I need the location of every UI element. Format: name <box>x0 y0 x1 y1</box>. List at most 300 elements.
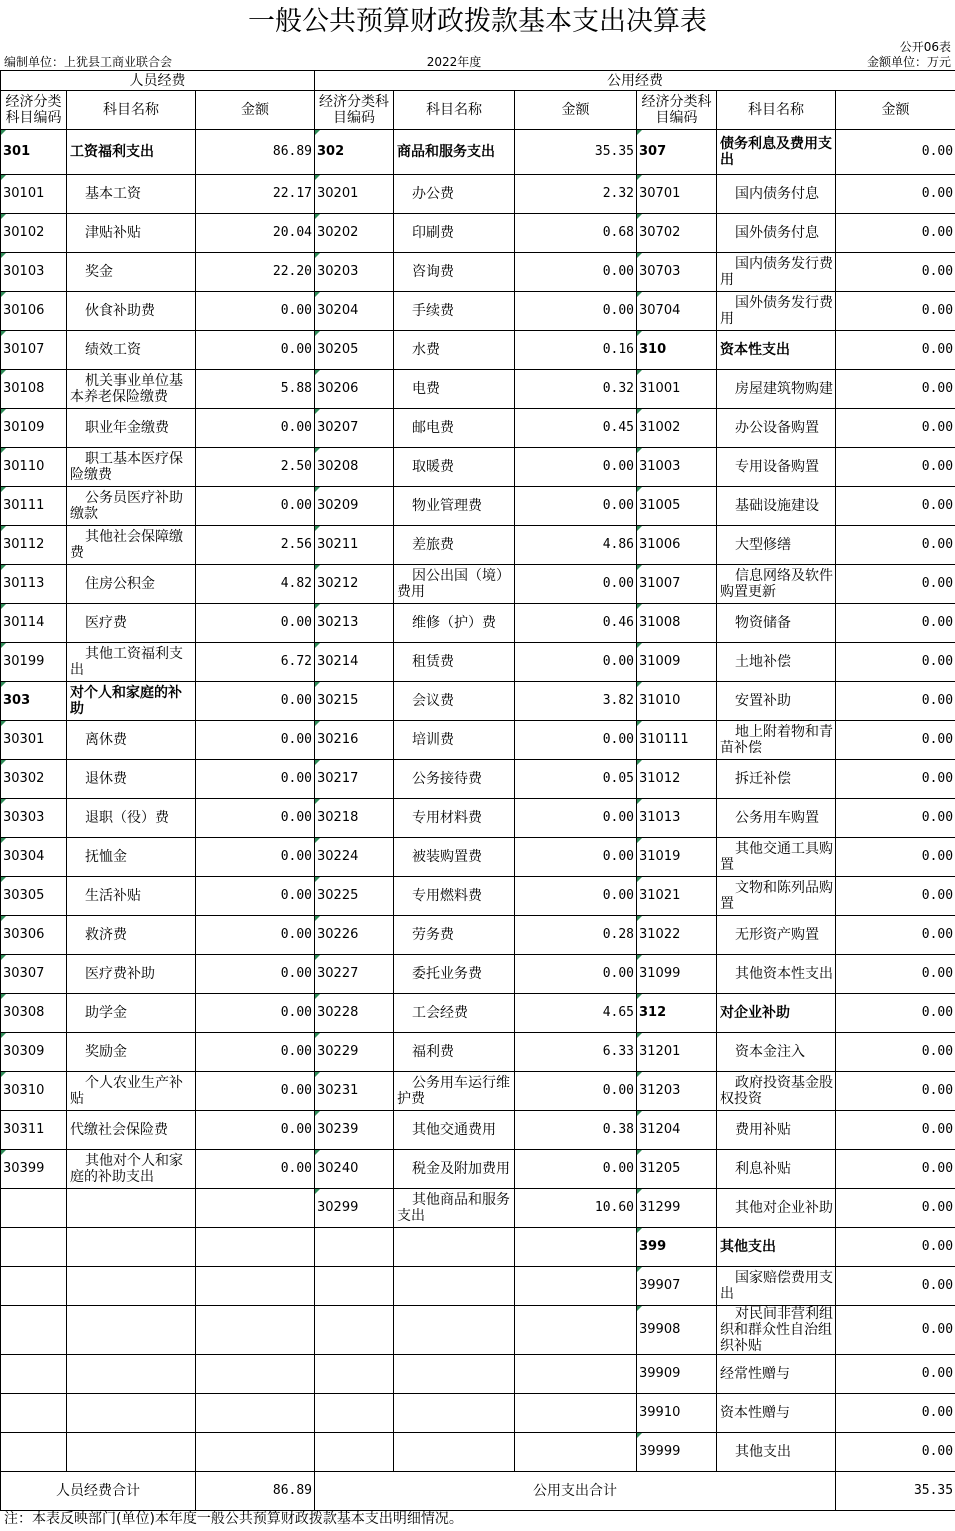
cell-code: 30109 <box>1 409 67 448</box>
cell-code: 30101 <box>1 175 67 214</box>
personnel-total-label: 人员经费合计 <box>1 1472 196 1511</box>
cell-code: 30214 <box>315 643 394 682</box>
cell-amount: 0.00 <box>515 292 637 331</box>
cell-code: 31299 <box>637 1189 717 1228</box>
cell-name-text: 国内债务发行费用 <box>720 256 834 288</box>
table-row <box>1 1111 955 1150</box>
cell-name <box>394 448 515 487</box>
cell-amount: 0.00 <box>836 331 955 370</box>
cell-code: 31203 <box>637 1072 717 1111</box>
cell-code: 30215 <box>315 682 394 721</box>
cell-amount: 0.00 <box>836 1433 955 1472</box>
report-title: 一般公共预算财政拨款基本支出决算表 <box>248 6 707 37</box>
cell-code: 31006 <box>637 526 717 565</box>
cell-amount: 0.00 <box>836 526 955 565</box>
cell-code: 30208 <box>315 448 394 487</box>
cell-amount: 35.35 <box>515 130 637 175</box>
cell-name <box>67 487 196 526</box>
cell-code: 30240 <box>315 1150 394 1189</box>
cell-name <box>394 370 515 409</box>
cell-amount: 0.00 <box>836 604 955 643</box>
cell-code: 30106 <box>1 292 67 331</box>
cell-code: 30226 <box>315 916 394 955</box>
cell-name-text: 利息补贴 <box>735 1161 792 1177</box>
cell-name-text: 其他交通工具购置 <box>720 841 834 873</box>
table-row <box>1 175 955 214</box>
cell-amount: 0.00 <box>515 487 637 526</box>
cell-amount: 0.00 <box>836 643 955 682</box>
cell-name <box>67 994 196 1033</box>
cell-code: 30110 <box>1 448 67 487</box>
cell-code: 39909 <box>637 1355 717 1394</box>
cell-name <box>717 1394 836 1433</box>
cell-amount: 0.00 <box>196 955 315 994</box>
cell-name-text: 个人农业生产补贴 <box>70 1075 183 1107</box>
cell-name-text: 手续费 <box>412 303 455 319</box>
cell-code: 30302 <box>1 760 67 799</box>
cell-name-text: 其他支出 <box>735 1444 792 1460</box>
cell-name <box>394 760 515 799</box>
cell-name <box>717 721 836 760</box>
cell-name <box>67 1033 196 1072</box>
cell-amount: 0.00 <box>836 916 955 955</box>
cell-code: 31205 <box>637 1150 717 1189</box>
cell-name <box>67 1355 196 1394</box>
cell-amount <box>515 1267 637 1306</box>
cell-code: 30207 <box>315 409 394 448</box>
public-total-amount: 35.35 <box>836 1472 955 1511</box>
cell-name-text: 培训费 <box>412 732 455 748</box>
cell-name-text: 福利费 <box>412 1044 455 1060</box>
cell-name-text: 无形资产购置 <box>735 927 820 943</box>
header-code: 经济分类科目编码 <box>637 91 717 130</box>
cell-amount <box>196 1267 315 1306</box>
table-row <box>1 130 955 175</box>
cell-amount <box>515 1228 637 1267</box>
header-name: 科目名称 <box>67 91 196 130</box>
cell-name-text: 房屋建筑物购建 <box>735 381 834 397</box>
cell-name-text: 退休费 <box>85 771 127 787</box>
cell-code: 30217 <box>315 760 394 799</box>
report-year: 2022年度 <box>426 55 482 69</box>
cell-code <box>315 1394 394 1433</box>
cell-name <box>67 1150 196 1189</box>
cell-amount: 0.00 <box>836 1072 955 1111</box>
cell-name <box>67 253 196 292</box>
table-row <box>1 604 955 643</box>
cell-name <box>67 565 196 604</box>
cell-name <box>394 799 515 838</box>
totals-row <box>1 1472 955 1511</box>
table-row <box>1 916 955 955</box>
cell-name-text: 地上附着物和青苗补偿 <box>720 724 834 756</box>
cell-amount: 0.00 <box>836 838 955 877</box>
cell-amount: 0.32 <box>515 370 637 409</box>
cell-name <box>717 1189 836 1228</box>
cell-name-text: 税金及附加费用 <box>412 1161 511 1177</box>
cell-name <box>67 292 196 331</box>
cell-name-text: 国家赔偿费用支出 <box>720 1270 834 1302</box>
cell-name <box>67 1111 196 1150</box>
cell-name <box>67 1267 196 1306</box>
cell-name <box>67 175 196 214</box>
cell-code <box>1 1394 67 1433</box>
cell-name <box>394 916 515 955</box>
cell-amount: 0.46 <box>515 604 637 643</box>
cell-name-text: 对企业补助 <box>720 1005 791 1021</box>
cell-code <box>1 1306 67 1355</box>
cell-amount: 0.00 <box>515 1150 637 1189</box>
cell-name-text: 资本性赠与 <box>720 1405 791 1421</box>
cell-name <box>67 409 196 448</box>
cell-amount: 0.45 <box>515 409 637 448</box>
cell-amount: 0.28 <box>515 916 637 955</box>
cell-name-text: 退职（役）费 <box>85 810 169 826</box>
table-row <box>1 955 955 994</box>
cell-name <box>67 448 196 487</box>
cell-name-text: 国外债务付息 <box>735 225 820 241</box>
cell-amount <box>196 1433 315 1472</box>
cell-amount <box>196 1394 315 1433</box>
cell-amount <box>515 1433 637 1472</box>
cell-code: 312 <box>637 994 717 1033</box>
cell-name-text: 文物和陈列品购置 <box>720 880 834 912</box>
cell-code <box>1 1228 67 1267</box>
cell-amount: 22.17 <box>196 175 315 214</box>
cell-code: 30299 <box>315 1189 394 1228</box>
cell-code: 30231 <box>315 1072 394 1111</box>
footnote: 注：本表反映部门(单位)本年度一般公共预算财政拨款基本支出明细情况。 <box>4 1511 463 1527</box>
group-header-row <box>1 71 955 91</box>
cell-name <box>394 331 515 370</box>
cell-code <box>315 1228 394 1267</box>
cell-name <box>394 1111 515 1150</box>
cell-name-text: 专用燃料费 <box>412 888 483 904</box>
cell-name <box>717 214 836 253</box>
cell-code: 302 <box>315 130 394 175</box>
cell-name-text: 取暖费 <box>412 459 455 475</box>
cell-amount: 0.16 <box>515 331 637 370</box>
cell-name <box>67 526 196 565</box>
cell-amount: 0.00 <box>196 838 315 877</box>
cell-code: 30227 <box>315 955 394 994</box>
cell-name-text: 职工基本医疗保险缴费 <box>70 451 183 483</box>
cell-code: 30114 <box>1 604 67 643</box>
cell-amount: 0.00 <box>836 1189 955 1228</box>
cell-name <box>394 487 515 526</box>
cell-code: 30225 <box>315 877 394 916</box>
cell-name-text: 安置补助 <box>735 693 792 709</box>
cell-name <box>67 955 196 994</box>
cell-name-text: 基本工资 <box>85 186 141 202</box>
cell-amount: 0.00 <box>196 994 315 1033</box>
cell-name-text: 会议费 <box>412 693 455 709</box>
cell-name-text: 国外债务发行费用 <box>720 295 834 327</box>
cell-code: 31001 <box>637 370 717 409</box>
cell-name-text: 费用补贴 <box>735 1122 792 1138</box>
cell-amount: 4.82 <box>196 565 315 604</box>
cell-name <box>717 292 836 331</box>
cell-name-text: 土地补偿 <box>735 654 792 670</box>
cell-code: 303 <box>1 682 67 721</box>
cell-name-text: 经常性赠与 <box>720 1366 791 1382</box>
cell-amount <box>196 1228 315 1267</box>
cell-name <box>717 253 836 292</box>
cell-name <box>394 721 515 760</box>
table-row <box>1 838 955 877</box>
cell-amount: 0.00 <box>836 253 955 292</box>
group-public: 公用经费 <box>315 71 955 91</box>
cell-name-text: 专用设备购置 <box>735 459 820 475</box>
cell-code: 30203 <box>315 253 394 292</box>
table-row <box>1 526 955 565</box>
cell-name-text: 办公设备购置 <box>735 420 820 436</box>
cell-code: 31003 <box>637 448 717 487</box>
cell-amount: 0.00 <box>836 487 955 526</box>
cell-code: 31007 <box>637 565 717 604</box>
cell-name <box>717 409 836 448</box>
cell-amount: 0.00 <box>836 1267 955 1306</box>
cell-name <box>717 916 836 955</box>
cell-code: 31005 <box>637 487 717 526</box>
cell-amount: 0.00 <box>836 1228 955 1267</box>
cell-code: 30205 <box>315 331 394 370</box>
cell-name <box>394 1033 515 1072</box>
cell-name <box>717 682 836 721</box>
cell-amount: 0.00 <box>836 994 955 1033</box>
cell-name <box>394 877 515 916</box>
cell-code: 31009 <box>637 643 717 682</box>
cell-name-text: 劳务费 <box>412 927 455 943</box>
cell-name <box>67 1306 196 1355</box>
cell-name-text: 信息网络及软件购置更新 <box>720 568 834 600</box>
cell-amount: 0.00 <box>196 760 315 799</box>
cell-name-text: 租赁费 <box>412 654 455 670</box>
cell-amount: 0.00 <box>196 1033 315 1072</box>
cell-amount: 0.00 <box>515 565 637 604</box>
cell-name-text: 医疗费补助 <box>85 966 155 982</box>
cell-name <box>717 448 836 487</box>
cell-name-text: 物业管理费 <box>412 498 483 514</box>
cell-name <box>67 1433 196 1472</box>
money-unit: 金额单位：万元 <box>866 55 951 69</box>
cell-amount <box>196 1306 315 1355</box>
cell-amount <box>196 1355 315 1394</box>
cell-amount: 4.65 <box>515 994 637 1033</box>
cell-name <box>717 1355 836 1394</box>
cell-code: 30213 <box>315 604 394 643</box>
cell-name <box>717 175 836 214</box>
cell-code: 39908 <box>637 1306 717 1355</box>
cell-code: 30111 <box>1 487 67 526</box>
cell-code: 30102 <box>1 214 67 253</box>
cell-amount: 0.00 <box>515 799 637 838</box>
cell-name-text: 电费 <box>412 381 441 397</box>
expenditure-table <box>0 70 955 1511</box>
cell-code: 31002 <box>637 409 717 448</box>
cell-name-text: 印刷费 <box>412 225 455 241</box>
cell-amount: 0.00 <box>836 877 955 916</box>
personnel-total-amount: 86.89 <box>196 1472 315 1511</box>
cell-amount <box>196 1189 315 1228</box>
cell-name-text: 债务利息及费用支出 <box>720 136 833 168</box>
cell-name-text: 因公出国（境）费用 <box>397 568 511 600</box>
table-row <box>1 1306 955 1355</box>
cell-code: 30306 <box>1 916 67 955</box>
cell-name-text: 专用材料费 <box>412 810 483 826</box>
cell-amount: 0.00 <box>836 1150 955 1189</box>
cell-name-text: 公务员医疗补助缴款 <box>70 490 183 522</box>
cell-name-text: 国内债务付息 <box>735 186 820 202</box>
header-amount: 金额 <box>196 91 315 130</box>
cell-amount: 0.00 <box>836 565 955 604</box>
cell-amount: 0.00 <box>196 487 315 526</box>
cell-name-text: 代缴社会保险费 <box>70 1122 168 1138</box>
cell-name <box>67 760 196 799</box>
cell-name-text: 生活补贴 <box>85 888 141 904</box>
cell-name-text: 抚恤金 <box>85 849 127 865</box>
cell-code: 310 <box>637 331 717 370</box>
cell-name-text: 住房公积金 <box>85 576 155 592</box>
cell-name <box>717 370 836 409</box>
cell-name <box>67 1228 196 1267</box>
cell-name <box>67 916 196 955</box>
cell-name <box>394 175 515 214</box>
cell-amount: 0.00 <box>515 448 637 487</box>
cell-name-text: 机关事业单位基本养老保险缴费 <box>70 373 183 405</box>
table-row <box>1 1033 955 1072</box>
cell-name-text: 工资福利支出 <box>70 144 154 160</box>
header-amount: 金额 <box>836 91 955 130</box>
header-name: 科目名称 <box>717 91 836 130</box>
cell-name <box>394 1267 515 1306</box>
header-code: 经济分类科目编码 <box>315 91 394 130</box>
cell-name <box>717 604 836 643</box>
cell-name <box>394 955 515 994</box>
cell-code: 30309 <box>1 1033 67 1072</box>
table-row <box>1 370 955 409</box>
cell-name-text: 水费 <box>412 342 441 358</box>
cell-amount: 0.00 <box>196 721 315 760</box>
cell-code <box>1 1355 67 1394</box>
cell-code <box>315 1355 394 1394</box>
cell-name <box>394 682 515 721</box>
cell-amount: 0.00 <box>836 760 955 799</box>
cell-name-text: 其他对企业补助 <box>735 1200 834 1216</box>
cell-code: 30113 <box>1 565 67 604</box>
cell-name <box>394 1306 515 1355</box>
cell-name <box>717 955 836 994</box>
cell-amount <box>515 1306 637 1355</box>
table-row <box>1 214 955 253</box>
cell-name <box>67 1072 196 1111</box>
cell-name <box>717 526 836 565</box>
table-row <box>1 448 955 487</box>
cell-name <box>717 1111 836 1150</box>
cell-amount: 22.20 <box>196 253 315 292</box>
cell-name <box>394 565 515 604</box>
cell-amount: 0.38 <box>515 1111 637 1150</box>
cell-code: 31012 <box>637 760 717 799</box>
cell-name <box>67 799 196 838</box>
cell-name-text: 津贴补贴 <box>85 225 141 241</box>
cell-code <box>1 1433 67 1472</box>
cell-name-text: 对个人和家庭的补助 <box>70 685 182 717</box>
cell-code: 30399 <box>1 1150 67 1189</box>
table-row <box>1 487 955 526</box>
cell-code: 30228 <box>315 994 394 1033</box>
cell-name <box>394 1355 515 1394</box>
cell-amount: 2.50 <box>196 448 315 487</box>
cell-amount: 20.04 <box>196 214 315 253</box>
table-row <box>1 682 955 721</box>
cell-amount: 0.68 <box>515 214 637 253</box>
cell-name-text: 其他对个人和家庭的补助支出 <box>70 1153 183 1185</box>
cell-name <box>394 409 515 448</box>
cell-name <box>394 292 515 331</box>
cell-name-text: 离休费 <box>85 732 127 748</box>
cell-name <box>67 604 196 643</box>
cell-code: 30229 <box>315 1033 394 1072</box>
cell-name <box>67 331 196 370</box>
cell-name <box>717 1072 836 1111</box>
cell-name-text: 其他资本性支出 <box>735 966 834 982</box>
table-row <box>1 877 955 916</box>
cell-name-text: 资本金注入 <box>735 1044 806 1060</box>
cell-name <box>67 838 196 877</box>
cell-code: 31204 <box>637 1111 717 1150</box>
cell-amount: 0.00 <box>836 1394 955 1433</box>
cell-name <box>67 721 196 760</box>
cell-code: 30108 <box>1 370 67 409</box>
cell-code: 30311 <box>1 1111 67 1150</box>
cell-code: 31010 <box>637 682 717 721</box>
column-header-row <box>1 91 955 130</box>
cell-name <box>717 877 836 916</box>
cell-name <box>717 1150 836 1189</box>
table-row <box>1 1150 955 1189</box>
cell-name <box>67 1189 196 1228</box>
public-total-label: 公用支出合计 <box>315 1472 836 1511</box>
cell-amount: 0.00 <box>196 1072 315 1111</box>
cell-name <box>717 1306 836 1355</box>
cell-name <box>67 214 196 253</box>
cell-name <box>394 214 515 253</box>
cell-name <box>717 565 836 604</box>
cell-amount: 2.56 <box>196 526 315 565</box>
cell-code: 30218 <box>315 799 394 838</box>
cell-name-text: 伙食补助费 <box>85 303 155 319</box>
cell-amount: 0.00 <box>836 799 955 838</box>
cell-name <box>394 253 515 292</box>
cell-name-text: 助学金 <box>85 1005 127 1021</box>
cell-code: 301 <box>1 130 67 175</box>
table-row <box>1 1072 955 1111</box>
cell-name-text: 救济费 <box>85 927 127 943</box>
cell-code: 30301 <box>1 721 67 760</box>
cell-code: 30703 <box>637 253 717 292</box>
cell-amount: 0.00 <box>836 130 955 175</box>
cell-name <box>394 130 515 175</box>
cell-name-text: 政府投资基金股权投资 <box>720 1075 834 1107</box>
cell-code: 31201 <box>637 1033 717 1072</box>
cell-name-text: 资本性支出 <box>720 342 791 358</box>
cell-name-text: 其他工资福利支出 <box>70 646 183 678</box>
cell-amount: 0.00 <box>836 721 955 760</box>
cell-name-text: 商品和服务支出 <box>397 144 496 160</box>
cell-name-text: 职业年金缴费 <box>85 420 169 436</box>
cell-code <box>1 1189 67 1228</box>
